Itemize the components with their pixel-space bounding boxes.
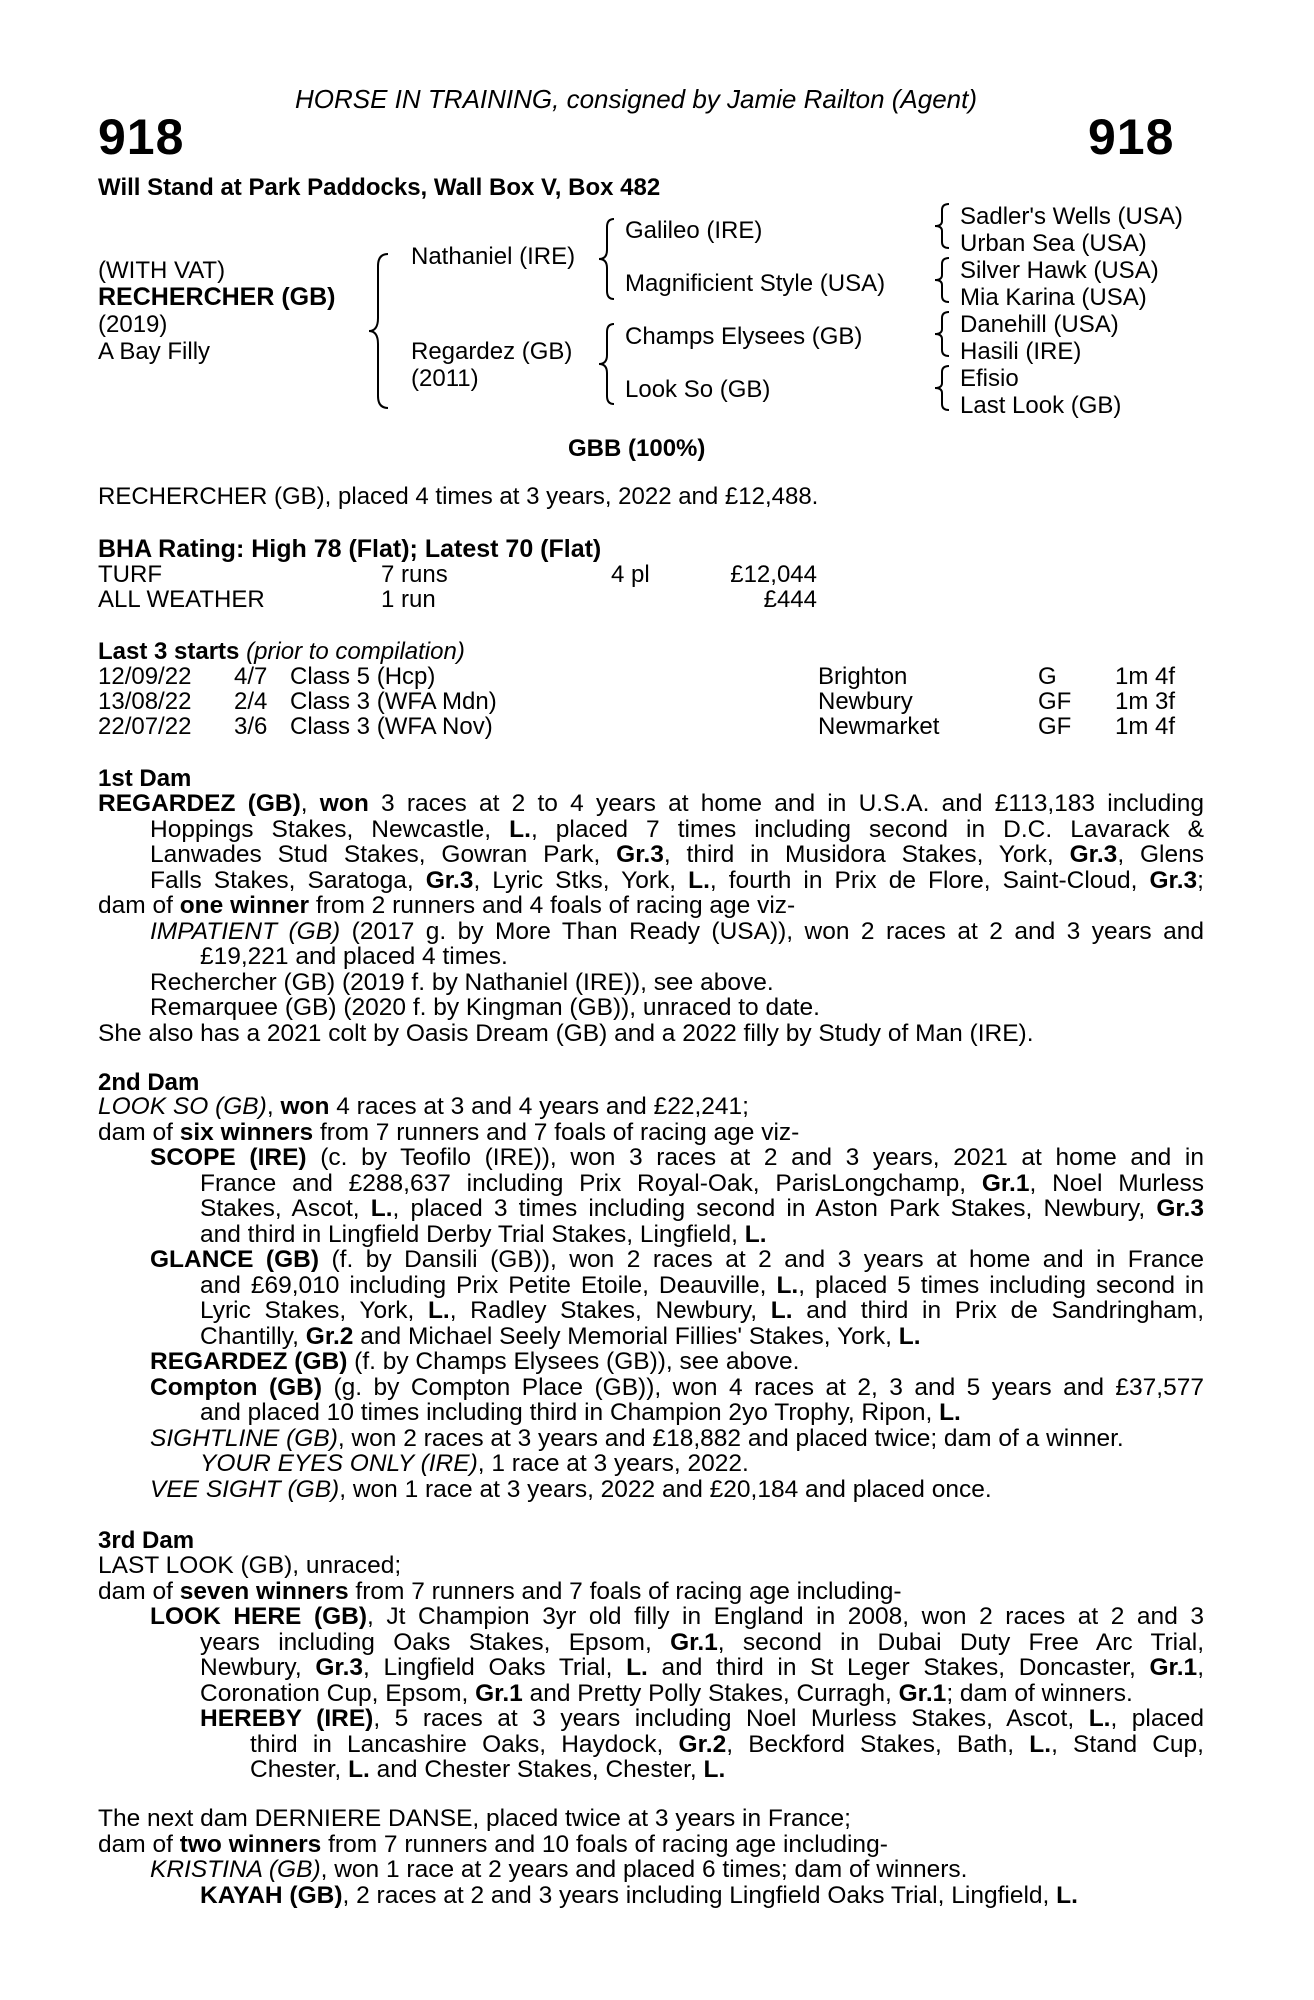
fourth-dam-text <box>98 1806 1204 1908</box>
text-line: SIGHTLINE (GB), won 2 races at 3 years and £18,882 and placed twice; dam of a winner. <box>150 1424 1124 1452</box>
start-going: G <box>1038 663 1057 690</box>
pedigree-sire-sire: Galileo (IRE) <box>625 217 763 244</box>
pedigree-brace-g3-2 <box>932 256 954 304</box>
text-line: KRISTINA (GB), won 1 race at 2 years and placed 6 times; dam of winners. <box>150 1856 968 1883</box>
start-class: Class 3 (WFA Nov) <box>290 713 493 740</box>
text-line: third in Lancashire Oaks, Haydock, Gr.2, Beckford Stakes, Bath, L., Stand Cup, <box>250 1730 1204 1758</box>
text-line: Coronation Cup, Epsom, Gr.1 and Pretty Polly Stakes, Curragh, Gr.1; dam of winners. <box>200 1679 1133 1707</box>
lot-number-left: 918 <box>98 109 185 165</box>
pedigree-brace-dam <box>596 322 620 406</box>
text-line: She also has a 2021 colt by Oasis Dream (GB) and a 2022 filly by Study of Man (IRE). <box>98 1019 1034 1047</box>
text-line: dam of two winners from 7 runners and 10 foals of racing age including- <box>98 1830 888 1858</box>
pedigree-g3-8: Last Look (GB) <box>960 392 1122 419</box>
gbb-percentage: GBB (100%) <box>568 435 706 462</box>
text-line: REGARDEZ (GB) (f. by Champs Elysees (GB)), see above. <box>150 1348 800 1375</box>
rating-turf-surface: TURF <box>98 561 162 588</box>
catalogue-subtitle: HORSE IN TRAINING, consigned by Jamie Railton (Agent) <box>295 84 978 114</box>
text-line: VEE SIGHT (GB), won 1 race at 3 years, 2022 and £20,184 and placed once. <box>150 1475 992 1503</box>
start-position: 2/4 <box>234 688 268 715</box>
text-line: YOUR EYES ONLY (IRE), 1 race at 3 years, 2022. <box>200 1450 749 1477</box>
text-line: dam of six winners from 7 runners and 7 foals of racing age viz- <box>98 1118 800 1146</box>
pedigree-brace-sire <box>596 217 620 301</box>
first-dam-heading: 1st Dam <box>98 765 192 792</box>
pedigree-brace-g3-1 <box>932 202 954 250</box>
text-line: IMPATIENT (GB) (2017 g. by More Than Ready (USA)), won 2 races at 2 and 3 years and <box>150 917 1204 945</box>
start-going: GF <box>1038 713 1072 740</box>
pedigree-sire: Nathaniel (IRE) <box>411 243 576 270</box>
start-going: GF <box>1038 688 1072 715</box>
text-line: GLANCE (GB) (f. by Dansili (GB)), won 2 races at 2 and 3 years at home and in France <box>150 1246 1204 1273</box>
horse-year: (2019) <box>98 311 168 338</box>
start-position: 4/7 <box>234 663 268 690</box>
text-line: Chester, L. and Chester Stakes, Chester, L. <box>250 1756 726 1783</box>
text-line: years including Oaks Stakes, Epsom, Gr.1, second in Dubai Duty Free Arc Trial, <box>200 1628 1205 1656</box>
rating-aw-runs: 1 run <box>381 586 436 613</box>
start-course: Brighton <box>818 663 908 690</box>
text-line: dam of seven winners from 7 runners and 7 foals of racing age including- <box>98 1577 902 1605</box>
text-line: HEREBY (IRE), 5 races at 3 years including Noel Murless Stakes, Ascot, L., placed <box>200 1705 1204 1732</box>
lot-number-right: 918 <box>1088 109 1175 165</box>
last-starts-note: (prior to compilation) <box>246 638 465 665</box>
text-line: LAST LOOK (GB), unraced; <box>98 1552 402 1579</box>
start-date: 13/08/22 <box>98 688 192 715</box>
start-position: 3/6 <box>234 713 268 740</box>
start-class: Class 5 (Hcp) <box>290 663 436 690</box>
text-line: Lyric Stakes, York, L., Radley Stakes, Newbury, L. and third in Prix de Sandringham, <box>200 1297 1205 1324</box>
start-class: Class 3 (WFA Mdn) <box>290 688 497 715</box>
text-line: and £69,010 including Prix Petite Etoile, Deauville, L., placed 5 times including second in <box>200 1271 1204 1299</box>
third-dam-text <box>98 1553 1204 1783</box>
text-line: France and £288,637 including Prix Royal-Oak, ParisLongchamp, Gr.1, Noel Murless <box>200 1169 1204 1197</box>
stand-location: Will Stand at Park Paddocks, Wall Box V, Box 482 <box>98 174 661 201</box>
text-line: Compton (GB) (g. by Compton Place (GB)), won 4 races at 2, 3 and 5 years and £37,577 <box>150 1373 1204 1401</box>
text-line: LOOK HERE (GB), Jt Champion 3yr old filly in England in 2008, won 2 races at 2 and 3 <box>150 1603 1204 1630</box>
text-line: KAYAH (GB), 2 races at 2 and 3 years including Lingfield Oaks Trial, Lingfield, L. <box>200 1881 1078 1909</box>
start-course: Newbury <box>818 688 913 715</box>
text-line: Lanwades Stud Stakes, Gowran Park, Gr.3, third in Musidora Stakes, York, Gr.3, Glens <box>150 841 1204 868</box>
pedigree-sire-dam: Magnificient Style (USA) <box>625 270 886 297</box>
text-line: LOOK SO (GB), won 4 races at 3 and 4 years and £22,241; <box>98 1093 749 1120</box>
start-distance: 1m 3f <box>1115 688 1176 715</box>
text-line: Remarquee (GB) (2020 f. by Kingman (GB)), unraced to date. <box>150 994 820 1021</box>
start-date: 22/07/22 <box>98 713 192 740</box>
text-line: Rechercher (GB) (2019 f. by Nathaniel (IRE)), see above. <box>150 968 774 996</box>
second-dam-text <box>98 1094 1204 1502</box>
text-line: Newbury, Gr.3, Lingfield Oaks Trial, L. and third in St Leger Stakes, Doncaster, Gr.1, <box>200 1654 1204 1681</box>
rating-turf-placed: 4 pl <box>611 561 650 588</box>
rating-turf-prize: £12,044 <box>730 561 817 588</box>
race-summary: RECHERCHER (GB), placed 4 times at 3 years, 2022 and £12,488. <box>98 483 819 510</box>
pedigree-g3-2: Urban Sea (USA) <box>960 230 1147 257</box>
text-line: and third in Lingfield Derby Trial Stakes, Lingfield, L. <box>200 1220 767 1248</box>
start-distance: 1m 4f <box>1115 713 1176 740</box>
pedigree-g3-1: Sadler's Wells (USA) <box>960 203 1183 230</box>
rating-aw-surface: ALL WEATHER <box>98 586 265 613</box>
horse-name: RECHERCHER (GB) <box>98 283 336 311</box>
pedigree-g3-4: Mia Karina (USA) <box>960 284 1147 311</box>
last-starts-heading <box>98 638 465 666</box>
second-dam-heading: 2nd Dam <box>98 1069 200 1096</box>
pedigree-dam-year: (2011) <box>411 365 479 392</box>
pedigree-brace-g3-4 <box>932 364 954 412</box>
text-line: The next dam DERNIERE DANSE, placed twice at 3 years in France; <box>98 1805 851 1832</box>
pedigree-g3-5: Danehill (USA) <box>960 311 1119 338</box>
bha-rating: BHA Rating: High 78 (Flat); Latest 70 (Flat) <box>98 535 602 563</box>
pedigree-g3-6: Hasili (IRE) <box>960 338 1082 365</box>
pedigree-brace-g3-3 <box>932 310 954 358</box>
text-line: Hoppings Stakes, Newcastle, L., placed 7 times including second in D.C. Lavarack & <box>150 815 1204 843</box>
last-starts-title: Last 3 starts <box>98 638 240 665</box>
pedigree-g3-7: Efisio <box>960 365 1019 392</box>
start-date: 12/09/22 <box>98 663 192 690</box>
text-line: Chantilly, Gr.2 and Michael Seely Memorial Fillies' Stakes, York, L. <box>200 1322 921 1350</box>
pedigree-dam-sire: Champs Elysees (GB) <box>625 323 863 350</box>
horse-description: A Bay Filly <box>98 338 211 365</box>
start-course: Newmarket <box>818 713 940 740</box>
rating-aw-prize: £444 <box>763 586 817 613</box>
first-dam-text <box>98 791 1204 1046</box>
start-distance: 1m 4f <box>1115 663 1176 690</box>
text-line: Falls Stakes, Saratoga, Gr.3, Lyric Stks, York, L., fourth in Prix de Flore, Saint-Cloud, Gr.3; <box>150 866 1204 894</box>
pedigree-brace-main <box>366 252 394 410</box>
third-dam-heading: 3rd Dam <box>98 1527 195 1554</box>
vat-note: (WITH VAT) <box>98 257 226 284</box>
text-line: REGARDEZ (GB), won 3 races at 2 to 4 years at home and in U.S.A. and £113,183 including <box>98 790 1204 817</box>
text-line: Stakes, Ascot, L., placed 3 times including second in Aston Park Stakes, Newbury, Gr.3 <box>200 1195 1204 1222</box>
pedigree-dam-dam: Look So (GB) <box>625 376 771 403</box>
text-line: and placed 10 times including third in Champion 2yo Trophy, Ripon, L. <box>200 1399 961 1426</box>
text-line: dam of one winner from 2 runners and 4 foals of racing age viz- <box>98 892 796 919</box>
rating-turf-runs: 7 runs <box>381 561 448 588</box>
pedigree-dam: Regardez (GB) <box>411 338 573 365</box>
pedigree-g3-3: Silver Hawk (USA) <box>960 257 1159 284</box>
text-line: SCOPE (IRE) (c. by Teofilo (IRE)), won 3 races at 2 and 3 years, 2021 at home and in <box>150 1144 1204 1171</box>
text-line: £19,221 and placed 4 times. <box>200 943 508 970</box>
